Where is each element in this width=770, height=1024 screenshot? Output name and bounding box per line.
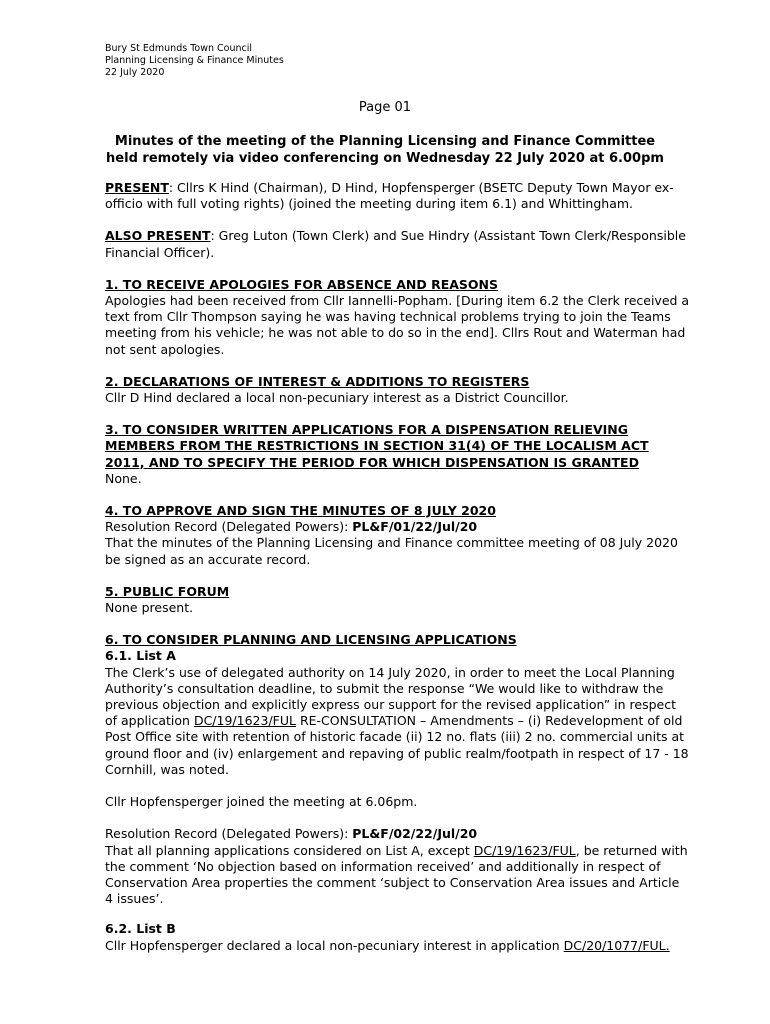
item4-text: That the minutes of the Planning Licensing and Finance committee meeting of 08 July 2020 be signed as an accurate record. [105, 535, 678, 567]
document-title [90, 133, 680, 167]
item2-text: Cllr D Hind declared a local non-pecuniary interest as a District Councillor. [105, 390, 569, 406]
item6-2-heading: 6.2. List B [105, 921, 176, 937]
item6-heading: 6. TO CONSIDER PLANNING AND LICENSING APPLICATIONS [105, 632, 517, 648]
minutes-body [105, 180, 690, 954]
item6-1-heading: 6.1. List A [105, 648, 176, 664]
item6-resolution [105, 826, 690, 842]
item3-heading: 3. TO CONSIDER WRITTEN APPLICATIONS FOR A DISPENSATION RELIEVING MEMBERS FROM THE RESTRICTIONS IN SECTION 31(4) OF THE LOCALISM ACT 2011, AND TO SPECIFY THE PERIOD FOR WHICH DISPENSATION IS GRANTED [105, 422, 649, 470]
application-link-dc-19-1623-b: DC/19/1623/FUL [473, 842, 576, 858]
item6-res-text-a: That all planning applications considered on List A, except [105, 842, 474, 858]
item6-resolution-label: Resolution Record (Delegated Powers): [105, 826, 353, 842]
item6-1-text-b: RE-CONSULTATION – Amendments – (i) Redevelopment of old Post Office site with retention of historic facade (ii) 12 no. flats (iii) 2 no. commercial units at ground floor and (iv) enlargement and repaving of public realm/footpath in respect of 17 - 18 Cornhill, was noted. [105, 713, 689, 777]
item3-text: None. [105, 470, 142, 486]
present-text: : Cllrs K Hind (Chairman), D Hind, Hopfensperger (BSETC Deputy Town Mayor ex-officio with full voting rights) (joined the meeting during item 6.1) and Whittingham. [105, 180, 674, 212]
application-link-dc-20-1077: DC/20/1077/FUL. [563, 937, 670, 953]
item6-1-text [105, 665, 690, 778]
item6-res-text-b: , be returned with the comment ‘No objection based on information received’ and additionally in respect of Conservation Area properties the comment ‘subject to Conservation Area issues and Article 4 issues’. [105, 842, 688, 907]
item4-resolution-label: Resolution Record (Delegated Powers): [105, 519, 353, 535]
item2-heading: 2. DECLARATIONS OF INTEREST & ADDITIONS TO REGISTERS [105, 373, 530, 389]
also-present-text: : Greg Luton (Town Clerk) and Sue Hindry (Assistant Town Clerk/Responsible Financial Officer). [105, 228, 686, 260]
title-line-1: Minutes of the meeting of the Planning Licensing and Finance Committee [114, 134, 656, 149]
item6-2-text-a: Cllr Hopfensperger declared a local non-pecuniary interest in application [105, 937, 564, 953]
item6-resolution-text [105, 843, 690, 908]
joined-meeting-text: Cllr Hopfensperger joined the meeting at 6.06pm. [105, 794, 418, 810]
present-paragraph [105, 180, 690, 212]
item5-heading: 5. PUBLIC FORUM [105, 583, 230, 599]
also-present-label: ALSO PRESENT [105, 228, 211, 244]
item1-text: Apologies had been received from Cllr Iannelli-Popham. [During item 6.2 the Clerk received a text from Cllr Thompson saying he was having technical problems trying to join the Teams meeting from his vehicle; he was not able to do so in the end]. Cllrs Rout and Waterman had not sent apologies. [105, 293, 690, 357]
also-present-paragraph [105, 228, 690, 260]
item4-heading: 4. TO APPROVE AND SIGN THE MINUTES OF 8 JULY 2020 [105, 503, 496, 519]
header-date: 22 July 2020 [105, 67, 165, 78]
item5-text: None present. [105, 600, 194, 616]
present-label: PRESENT [105, 180, 169, 195]
page-number: Page 01 [358, 100, 412, 115]
header-council-name: Bury St Edmunds Town Council [105, 43, 252, 54]
running-header [105, 43, 284, 79]
item4-resolution-ref: PL&F/01/22/Jul/20 [352, 519, 478, 535]
application-link-dc-19-1623: DC/19/1623/FUL [193, 713, 296, 729]
item4-resolution [105, 519, 690, 535]
item6-2-text [105, 938, 690, 954]
item6-1-text-a: The Clerk’s use of delegated authority on 14 July 2020, in order to meet the Local Planning Authority’s consultation deadline, to submit the response “We would like to withdraw the previous objection and explicitly express our support for the revised application” in respect of application [105, 664, 677, 729]
item6-resolution-ref: PL&F/02/22/Jul/20 [352, 826, 478, 842]
title-line-2: held remotely via video conferencing on Wednesday 22 July 2020 at 6.00pm [106, 151, 664, 166]
header-document-name: Planning Licensing & Finance Minutes [105, 55, 284, 66]
item1-heading: 1. TO RECEIVE APOLOGIES FOR ABSENCE AND REASONS [105, 276, 499, 292]
